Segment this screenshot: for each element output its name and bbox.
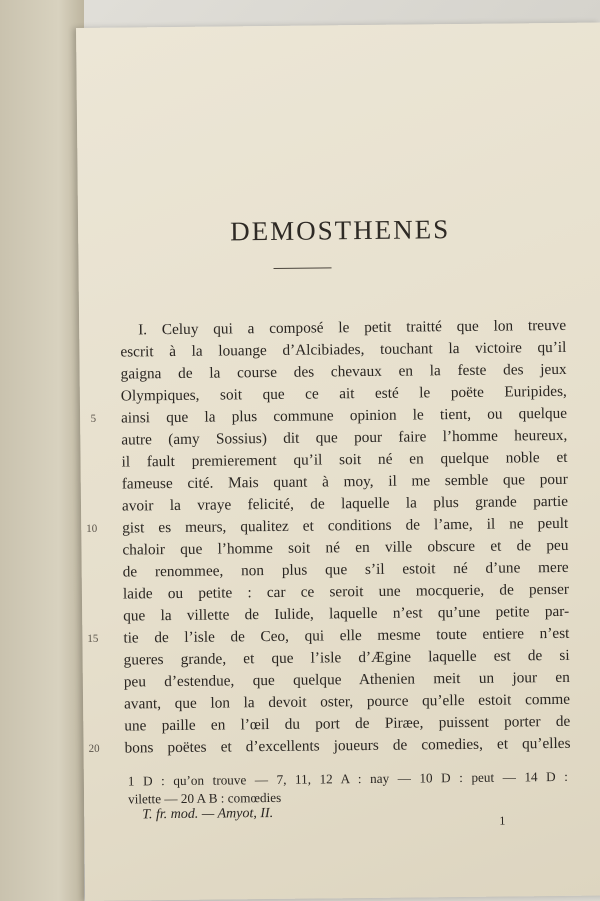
text-line: de renommee, non plus que s’il estoit né d’une mere [122,558,569,581]
text-line: chaloir que l’homme soit né en ville obscure et de peu [122,536,569,559]
text-line: Olympiques, soit que ce ait esté le poëte Euripides, [120,382,567,405]
text-line: avant, que lon la devoit oster, pource qu’elle estoit comme [123,690,571,713]
text-line: ainsi que la plus commune opinion le tient, ou quelque [120,404,568,427]
line-number: 5 [90,412,97,425]
footnote-line: vilette — 20 A B : comœdies [127,789,282,807]
title-rule [274,267,332,269]
text-line: autre (amy Sossius) dit que pour faire l’homme heureux, [121,426,568,449]
text-line: fameuse cité. Mais quant à moy, il me semble que pour [121,470,568,493]
text-line: une paille en l’œil du port de Piræe, puissent porter de [124,712,571,735]
text-line: il fault premierement qu’il soit né en quelque noble et [121,448,568,471]
line-number: 10 [86,522,98,535]
text-line: tie de l’isle de Ceo, qui elle mesme toute entiere n’est [123,624,570,647]
text-line: laide ou petite : car ce seroit une mocquerie, de penser [122,580,569,603]
book-page [76,23,600,901]
chapter-title: DEMOSTHENES [229,214,451,247]
text-line: avoir la vraye felicité, de laquelle la plus grande partie [121,492,569,515]
page-number: 1 [499,813,506,828]
text-line: que la villette de Iulide, laquelle n’est qu’une petite par- [123,602,570,625]
text-line: gist es meurs, qualitez et conditions de l’ame, il ne peult [122,514,569,537]
text-line: gaigna de la course des chevaux en la feste des jeux [120,360,567,383]
footnote-line: 1 D : qu’on trouve — 7, 11, 12 A : nay — 10 D : peut — 14 D : [127,768,568,789]
text-line: bons poëtes et d’excellents joueurs de comedies, et qu’elles [124,734,571,757]
text-line: escrit à la louange d’Alcibiades, touchant la victoire qu’il [120,338,567,361]
text-line: gueres grande, et que l’isle d’Ægine laquelle est de si [123,646,570,669]
line-number: 20 [88,742,100,755]
signature-mark: T. fr. mod. — Amyot, II. [142,805,274,823]
left-page-edge [0,0,84,901]
text-line: peu d’estendue, que quelque Athenien meit un jour en [123,668,570,691]
line-number: 15 [87,632,99,645]
text-line: I. Celuy qui a composé le petit traitté que lon treuve [138,316,567,339]
